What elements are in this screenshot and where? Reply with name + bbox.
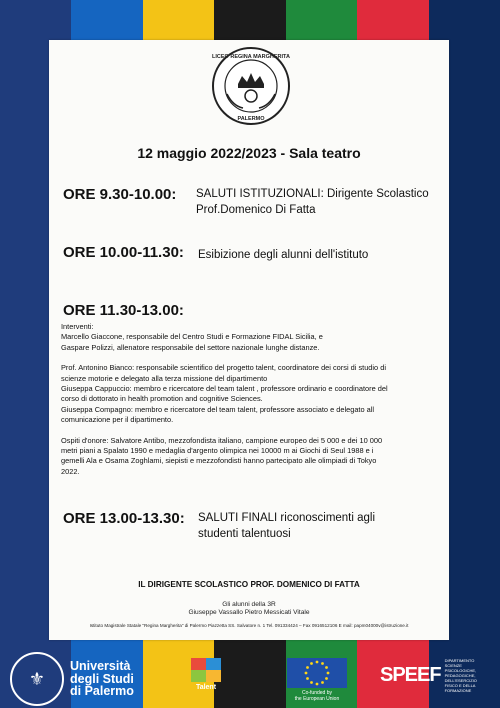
- schedule-desc: [198, 510, 375, 542]
- schedule-desc: [196, 186, 429, 218]
- footer-class: Gli alunni della 3R: [222, 601, 276, 608]
- interventi-line: 2022.: [61, 466, 80, 476]
- interventi-line: Marcello Giaccone, responsabile del Centro Studi e Formazione FIDAL Sicilia, e: [61, 332, 323, 342]
- interventi-line: corso di dottorato in health promotion and cognitive Sciences.: [61, 394, 263, 404]
- event-title: 12 maggio 2022/2023 - Sala teatro: [137, 145, 361, 161]
- logo-name: LICEO REGINA MARGHERITA: [212, 54, 290, 60]
- schedule-time: ORE 10.00-11.30:: [63, 244, 184, 261]
- unipa-line: di Palermo: [70, 684, 134, 699]
- schedule-desc-line: Esibizione degli alunni dell'istituto: [198, 249, 369, 261]
- interventi-line: Giuseppa Compagno: membro e ricercatore del team talent, professore associato e delegato all: [61, 404, 375, 414]
- talent-logo: [188, 658, 224, 691]
- partner-logos-bar: [0, 640, 500, 708]
- schedule-desc-line: studenti talentuosi: [198, 528, 291, 540]
- speef-mark: SPEEF: [380, 664, 441, 686]
- unipa-logo: [10, 652, 134, 706]
- schedule-time: ORE 13.00-13.30:: [63, 510, 185, 527]
- eu-logo: [287, 658, 347, 702]
- speef-description: DIPARTIMENTO SCIENZE PSICOLOGICHE, PEDAGOGICHE, DELL'ESERCIZIO FISICO E DELLA FORMAZIONE: [444, 658, 477, 693]
- interventi-text: [61, 322, 439, 477]
- schedule-desc: [198, 247, 368, 263]
- unipa-name: [70, 660, 134, 698]
- eu-line: Co-funded by: [301, 690, 333, 696]
- speef-logo: [380, 658, 485, 693]
- interventi-line: metri piani a Spalato 1990 e medaglia d'argento olimpica nei 10000 m ai Giochi di Seul 1988 e i: [61, 446, 374, 456]
- interventi-line: comunicazione per il dipartimento.: [61, 415, 174, 425]
- school-logo: [211, 46, 291, 126]
- interventi-heading: Interventi:: [61, 322, 94, 331]
- schedule-time: ORE 9.30-10.00:: [63, 186, 177, 203]
- university-seal-icon: ⚜: [10, 652, 64, 706]
- interventi-line: Ospiti d'onore: Salvatore Antibo, mezzofondista italiano, campione europeo dei 5 000 e dei 10 000: [61, 435, 383, 445]
- interventi-line: scienze motorie e delegato alla terza missione del dipartimento: [61, 373, 268, 383]
- unipa-line: Università: [70, 659, 131, 674]
- schedule-time: ORE 11.30-13.00:: [63, 302, 184, 319]
- flyer-page: [49, 40, 449, 640]
- schedule-desc-line: SALUTI ISTITUZIONALI: Dirigente Scolastico: [196, 188, 429, 200]
- talent-name: Talent: [195, 684, 217, 691]
- eu-line: the European Union: [294, 696, 340, 702]
- talent-icon: [191, 658, 221, 682]
- logo-city: PALERMO: [237, 116, 265, 122]
- interventi-line: Prof. Antonino Bianco: responsabile scientifico del progetto talent, coordinatore dei corsi di studio di: [61, 363, 386, 373]
- unipa-line: degli Studi: [70, 671, 134, 686]
- school-address: Istituto Magistrale Statale "Regina Margherita" di Palermo Piazzetta SS. Salvatore n. 1 Tel. 091334424 – Fax 0916512106 E mail: papm04000v@istruzione.it: [89, 623, 409, 628]
- schedule-desc-line: SALUTI FINALI riconoscimenti agli: [198, 512, 376, 524]
- footer-authors: Giuseppe Vassallo Pietro Messicati Vitale: [188, 609, 310, 616]
- eu-flag-icon: [287, 658, 347, 688]
- principal-signature: IL DIRIGENTE SCOLASTICO PROF. DOMENICO DI FATTA: [138, 580, 360, 589]
- schedule-desc-line: Prof.Domenico Di Fatta: [196, 204, 316, 216]
- interventi-line: gemelli Ala e Osama Zoghlami, siepisti e mezzofondisti hanno partecipato alle olimpiadi di Tokyo: [61, 456, 377, 466]
- interventi-line: Giuseppa Cappuccio: membro e ricercatore del team talent , professore ordinario e coordinatore del: [61, 384, 388, 394]
- interventi-line: Gaspare Polizzi, allenatore responsabile del settore nazionale lunghe distanze.: [61, 342, 320, 352]
